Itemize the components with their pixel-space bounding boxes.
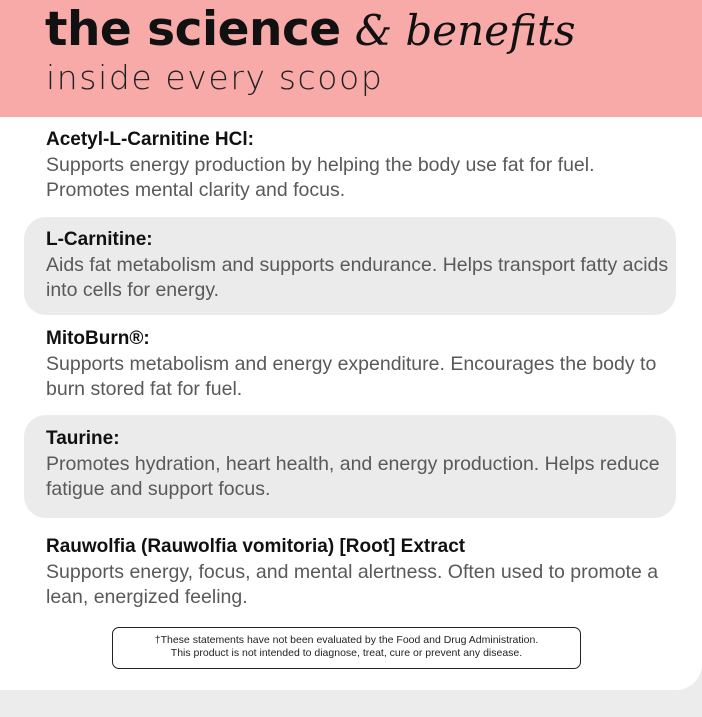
ingredient-description: Aids fat metabolism and supports endurance. Helps transport fatty acids into cells for energy. (46, 254, 669, 301)
ingredient-name: L-Carnitine: (46, 229, 153, 250)
title-main: the science (45, 2, 341, 57)
ingredient-name: Taurine: (46, 428, 120, 449)
ingredient-l-carnitine (24, 217, 676, 315)
ingredient-name: Acetyl-L-Carnitine HCl: (46, 129, 254, 150)
ingredient-description: Supports metabolism and energy expenditure. Encourages the body to burn stored fat for fuel. (46, 353, 657, 400)
ingredient-description: Supports energy production by helping the body use fat for fuel. Promotes mental clarity and focus. (46, 154, 595, 201)
fda-disclaimer-box (112, 627, 581, 669)
ingredient-name: Rauwolfia (Rauwolfia vomitoria) [Root] Extract (46, 536, 466, 557)
ingredient-rauwolfia (24, 535, 676, 610)
ingredient-mitoburn (24, 327, 676, 402)
disclaimer-line-1: †These statements have not been evaluated by the Food and Drug Administration. (154, 634, 539, 646)
title-script: & benefits (354, 6, 576, 55)
page-title (45, 2, 576, 57)
page-subtitle: inside every scoop (46, 58, 384, 97)
ingredient-description: Supports energy, focus, and mental alertness. Often used to promote a lean, energized feeling. (46, 561, 659, 608)
ingredient-description: Promotes hydration, heart health, and energy production. Helps reduce fatigue and support focus. (46, 453, 660, 500)
header-banner (0, 0, 702, 117)
disclaimer-line-2: This product is not intended to diagnose, treat, cure or prevent any disease. (170, 647, 523, 659)
ingredient-acetyl-l-carnitine (24, 128, 676, 203)
ingredient-name: MitoBurn®: (46, 328, 150, 349)
ingredient-taurine (24, 415, 676, 518)
